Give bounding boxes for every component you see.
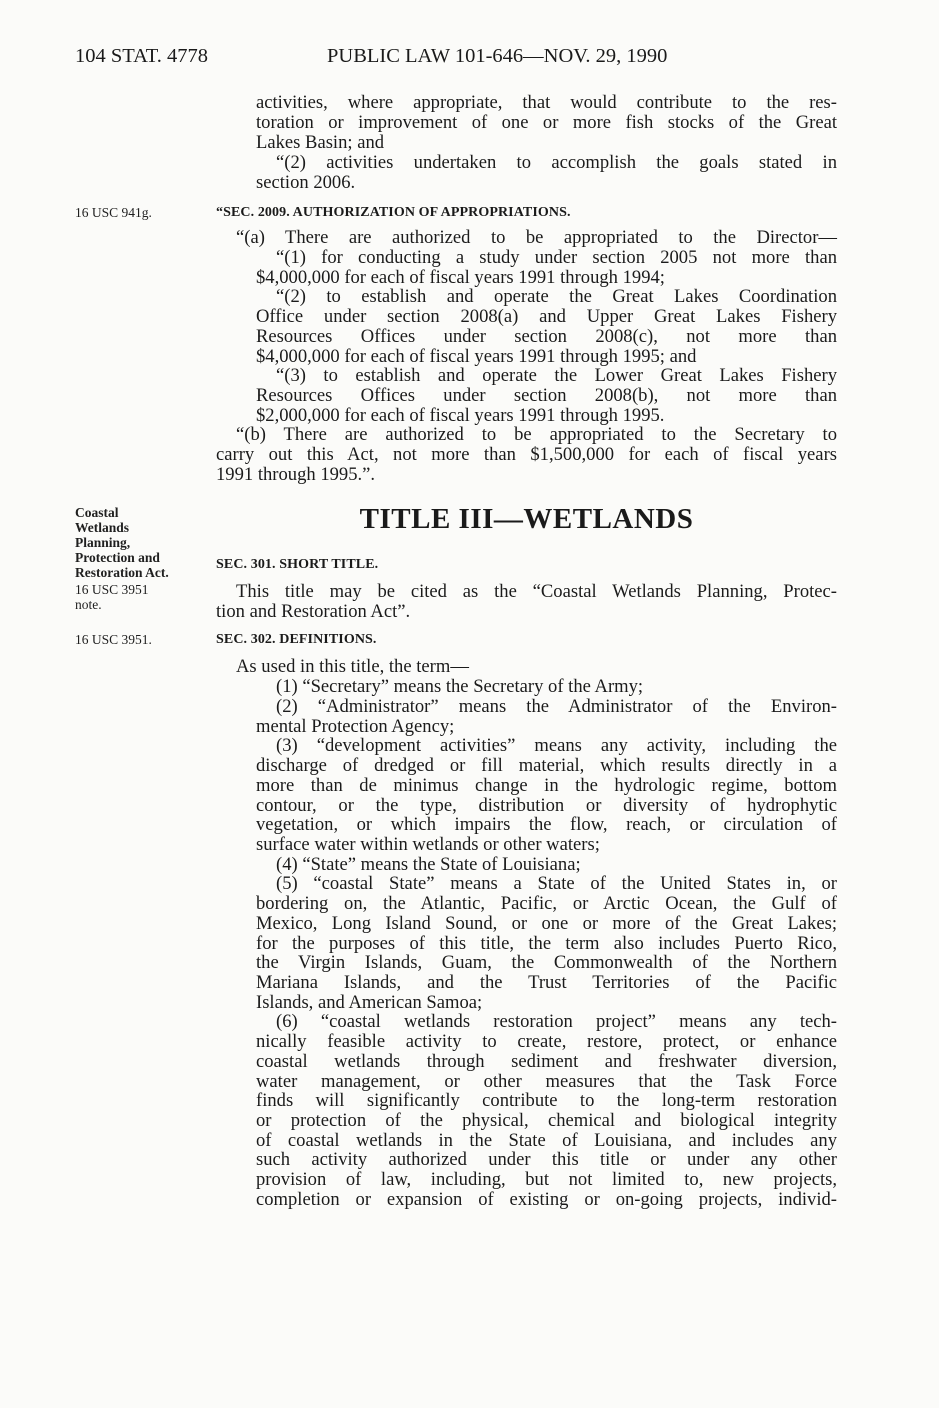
text-line: bordering on, the Atlantic, Pacific, or Arctic Ocean, the Gulf of — [256, 893, 837, 914]
text-line: “(a) There are authorized to be appropriated to the Director— — [236, 227, 837, 248]
margin-note-usc-941g: 16 USC 941g. — [75, 205, 152, 220]
text-line: such activity authorized under this title or under any other — [256, 1149, 837, 1170]
text-line: Mexico, Long Island Sound, or one or more of the Great Lakes; — [256, 913, 837, 934]
text-line: Office under section 2008(a) and Upper Great Lakes Fishery — [256, 306, 837, 327]
margin-note-line: note. — [75, 597, 102, 612]
text-line: As used in this title, the term— — [236, 656, 469, 677]
stat-page-number: 104 STAT. 4778 — [75, 45, 208, 67]
text-line: nically feasible activity to create, restore, protect, or enhance — [256, 1031, 837, 1052]
text-line: mental Protection Agency; — [256, 716, 455, 737]
text-line: section 2006. — [256, 172, 356, 193]
text-line: This title may be cited as the “Coastal Wetlands Planning, Protec- — [236, 581, 837, 602]
margin-note-line: Wetlands — [75, 520, 130, 535]
text-line: contour, or the type, distribution or diversity of hydrophytic — [256, 795, 837, 816]
margin-note-usc-3951-note — [75, 582, 205, 612]
text-line: (1) “Secretary” means the Secretary of the Army; — [276, 676, 644, 697]
text-line: toration or improvement of one or more fish stocks of the Great — [256, 112, 837, 133]
text-line: activities, where appropriate, that would contribute to the res- — [256, 92, 837, 113]
text-line: the Virgin Islands, Guam, the Commonwealth of the Northern — [256, 952, 837, 973]
section-heading-301: SEC. 301. SHORT TITLE. — [216, 557, 379, 572]
text-line: (2) “Administrator” means the Administrator of the Environ- — [276, 696, 837, 717]
section-heading-2009: “SEC. 2009. AUTHORIZATION OF APPROPRIATIONS. — [216, 205, 571, 220]
text-line: Resources Offices under section 2008(b), not more than — [256, 385, 837, 406]
section-heading-302: SEC. 302. DEFINITIONS. — [216, 632, 377, 647]
text-line: vegetation, or which impairs the flow, reach, or circulation of — [256, 814, 837, 835]
margin-note-line: Coastal — [75, 505, 119, 520]
text-line: carry out this Act, not more than $1,500,000 for each of fiscal years — [216, 444, 837, 465]
text-line: Mariana Islands, and the Trust Territories of the Pacific — [256, 972, 837, 993]
text-line: 1991 through 1995.”. — [216, 464, 376, 485]
text-line: “(2) to establish and operate the Great Lakes Coordination — [276, 286, 837, 307]
margin-note-line: Protection and — [75, 550, 160, 565]
text-line: Resources Offices under section 2008(c), not more than — [256, 326, 837, 347]
text-line: or protection of the physical, chemical and biological integrity — [256, 1110, 837, 1131]
text-line: for the purposes of this title, the term also includes Puerto Rico, — [256, 933, 837, 954]
text-line: tion and Restoration Act”. — [216, 601, 411, 622]
text-line: more than de minimus change in the hydrologic regime, bottom — [256, 775, 837, 796]
text-line: “(b) There are authorized to be appropriated to the Secretary to — [236, 424, 837, 445]
text-line: (4) “State” means the State of Louisiana; — [276, 854, 581, 875]
text-line: “(3) to establish and operate the Lower Great Lakes Fishery — [276, 365, 837, 386]
margin-note-act-name — [75, 505, 205, 580]
running-title: PUBLIC LAW 101-646—NOV. 29, 1990 — [327, 45, 668, 67]
text-line: $4,000,000 for each of fiscal years 1991 through 1994; — [256, 267, 665, 288]
text-line: of coastal wetlands in the State of Louisiana, and includes any — [256, 1130, 837, 1151]
text-line: “(1) for conducting a study under section 2005 not more than — [276, 247, 837, 268]
margin-note-line: Planning, — [75, 535, 131, 550]
text-line: $4,000,000 for each of fiscal years 1991 through 1995; and — [256, 346, 697, 367]
text-line: (6) “coastal wetlands restoration project” means any tech- — [276, 1011, 837, 1032]
margin-note-usc-3951: 16 USC 3951. — [75, 632, 152, 647]
margin-note-line: 16 USC 3951 — [75, 582, 149, 597]
text-line: $2,000,000 for each of fiscal years 1991 through 1995. — [256, 405, 665, 426]
text-line: (5) “coastal State” means a State of the United States in, or — [276, 873, 837, 894]
text-line: completion or expansion of existing or on-going projects, individ- — [256, 1189, 837, 1210]
margin-note-line: Restoration Act. — [75, 565, 169, 580]
text-line: Islands, and American Samoa; — [256, 992, 483, 1013]
text-line: Lakes Basin; and — [256, 132, 385, 153]
text-line: (3) “development activities” means any activity, including the — [276, 735, 837, 756]
text-line: surface water within wetlands or other waters; — [256, 834, 600, 855]
text-line: discharge of dredged or fill material, which results directly in a — [256, 755, 837, 776]
text-line: coastal wetlands through sediment and freshwater diversion, — [256, 1051, 837, 1072]
text-line: finds will significantly contribute to the long-term restoration — [256, 1090, 837, 1111]
text-line: water management, or other measures that the Task Force — [256, 1071, 837, 1092]
text-line: “(2) activities undertaken to accomplish the goals stated in — [276, 152, 837, 173]
text-line: provision of law, including, but not limited to, new projects, — [256, 1169, 837, 1190]
title-heading: TITLE III—WETLANDS — [359, 503, 694, 535]
